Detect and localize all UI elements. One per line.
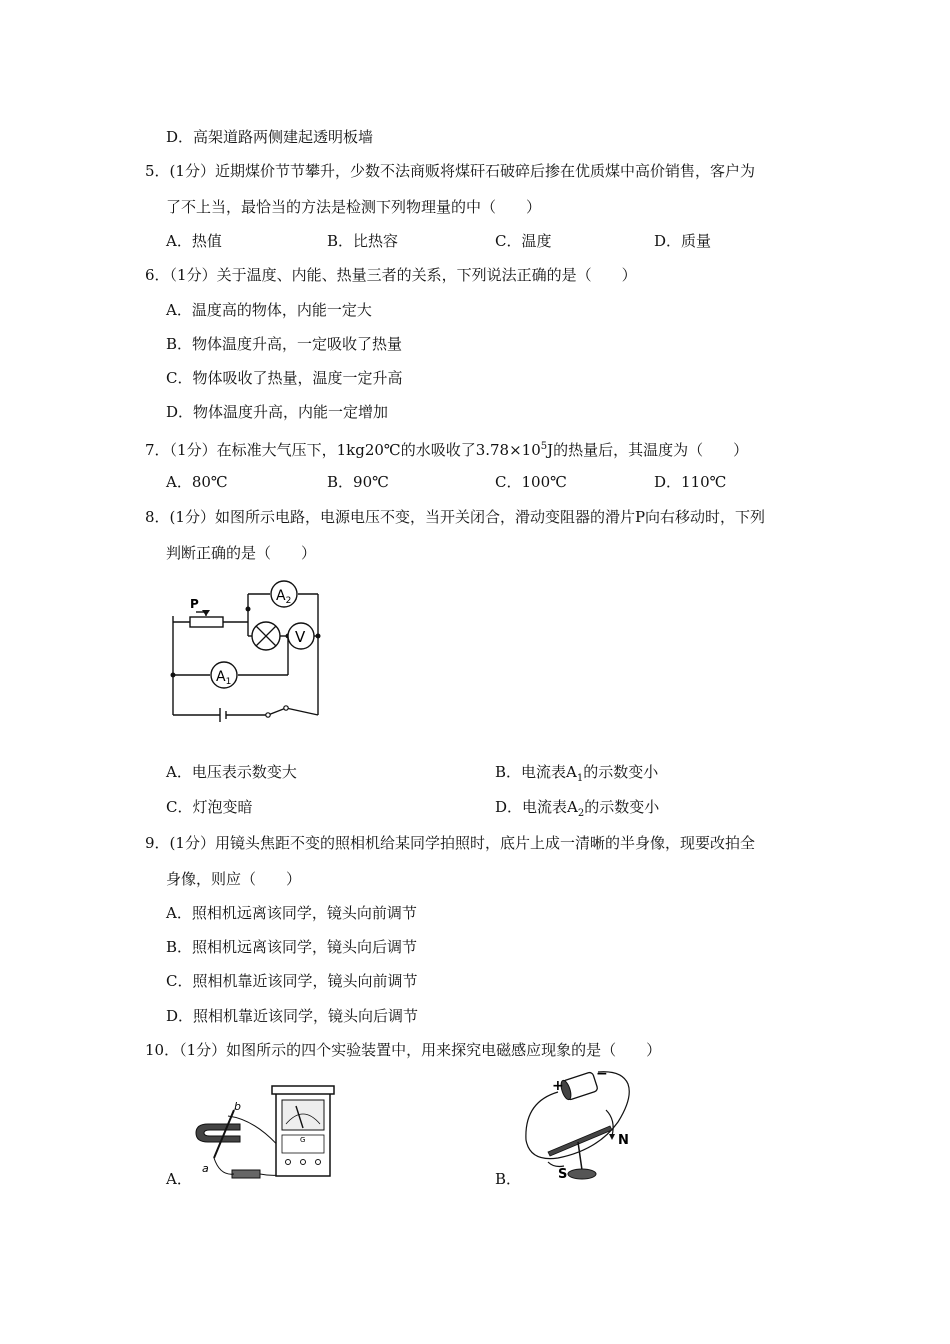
q5-option-a: A．热值 [166, 232, 222, 250]
q9-stem-line1: 9．(1分）用镜头焦距不变的照相机给某同学拍照时，底片上成一清晰的半身像，现要改拍全 [145, 834, 755, 852]
q8-circuit-diagram [160, 578, 330, 728]
q10-option-a-label: A． [166, 1170, 192, 1188]
q9-option-c: C．照相机靠近该同学，镜头向前调节 [166, 972, 418, 990]
q5-stem-line2: 了不上当，最恰当的方法是检测下列物理量的中（ ） [166, 198, 542, 216]
q10b-label-n: N [618, 1133, 629, 1148]
q8-label-p: P [190, 597, 199, 611]
q8-stem-line2: 判断正确的是（ ） [166, 544, 317, 562]
q7-option-c: C．100℃ [495, 473, 567, 491]
q10b-label-s: S [558, 1167, 568, 1182]
q6-option-a: A．温度高的物体，内能一定大 [166, 301, 372, 319]
q10b-label-plus: + [552, 1078, 564, 1094]
q6-stem: 6．（1分）关于温度、内能、热量三者的关系，下列说法正确的是（ ） [145, 266, 637, 284]
q10-stem: 10．（1分）如图所示的四个实验装置中，用来探究电磁感应现象的是（ ） [145, 1041, 662, 1059]
q10a-label-g: G [300, 1136, 306, 1144]
q8-option-c: C．灯泡变暗 [166, 798, 253, 816]
q9-option-d: D．照相机靠近该同学，镜头向后调节 [166, 1007, 419, 1025]
q8-stem-line1: 8．(1分）如图所示电路，电源电压不变，当开关闭合，滑动变阻器的滑片P向右移动时，下列 [145, 508, 766, 526]
q7-option-a: A．80℃ [166, 473, 228, 491]
q6-option-c: C．物体吸收了热量，温度一定升高 [166, 369, 403, 387]
q4-option-d: D．高架道路两侧建起透明板墙 [166, 128, 374, 146]
q8-label-a1: $A_1$ [216, 669, 232, 687]
q8-label-a2: $A_2$ [276, 588, 292, 606]
q8-label-v: V [295, 628, 306, 646]
q5-option-d: D．质量 [654, 232, 712, 250]
q7-option-d: D．110℃ [654, 473, 727, 491]
q9-stem-line2: 身像，则应（ ） [166, 870, 302, 888]
q5-stem-line1: 5．(1分）近期煤价节节攀升，少数不法商贩将煤矸石破碎后掺在优质煤中高价销售，客户为 [145, 162, 755, 180]
q7-option-b: B．90℃ [327, 473, 389, 491]
q10b-label-minus: − [596, 1066, 608, 1082]
q8-option-a: A．电压表示数变大 [166, 763, 297, 781]
q7-stem: 7．（1分）在标准大气压下，1kg20℃的水吸收了$3.78\times 10^5J$的热量后，其温度为（ ） [145, 441, 749, 459]
q10-figure-a-galvanometer-induction [190, 1080, 340, 1190]
q10a-label-a: a [202, 1162, 209, 1175]
q10a-label-b: b [234, 1100, 241, 1113]
q8-option-d: D．电流表$A_2$的示数变小 [495, 798, 660, 819]
q9-option-b: B．照相机远离该同学，镜头向后调节 [166, 938, 418, 956]
q8-option-b: B．电流表$A_1$的示数变小 [495, 763, 659, 784]
q5-option-c: C．温度 [495, 232, 552, 250]
q5-option-b: B．比热容 [327, 232, 399, 250]
q10-option-b-label: B． [495, 1170, 522, 1188]
q6-option-b: B．物体温度升高，一定吸收了热量 [166, 335, 403, 353]
q9-option-a: A．照相机远离该同学，镜头向前调节 [166, 904, 417, 922]
q10-figure-b-oersted-compass [518, 1062, 638, 1187]
q6-option-d: D．物体温度升高，内能一定增加 [166, 403, 389, 421]
